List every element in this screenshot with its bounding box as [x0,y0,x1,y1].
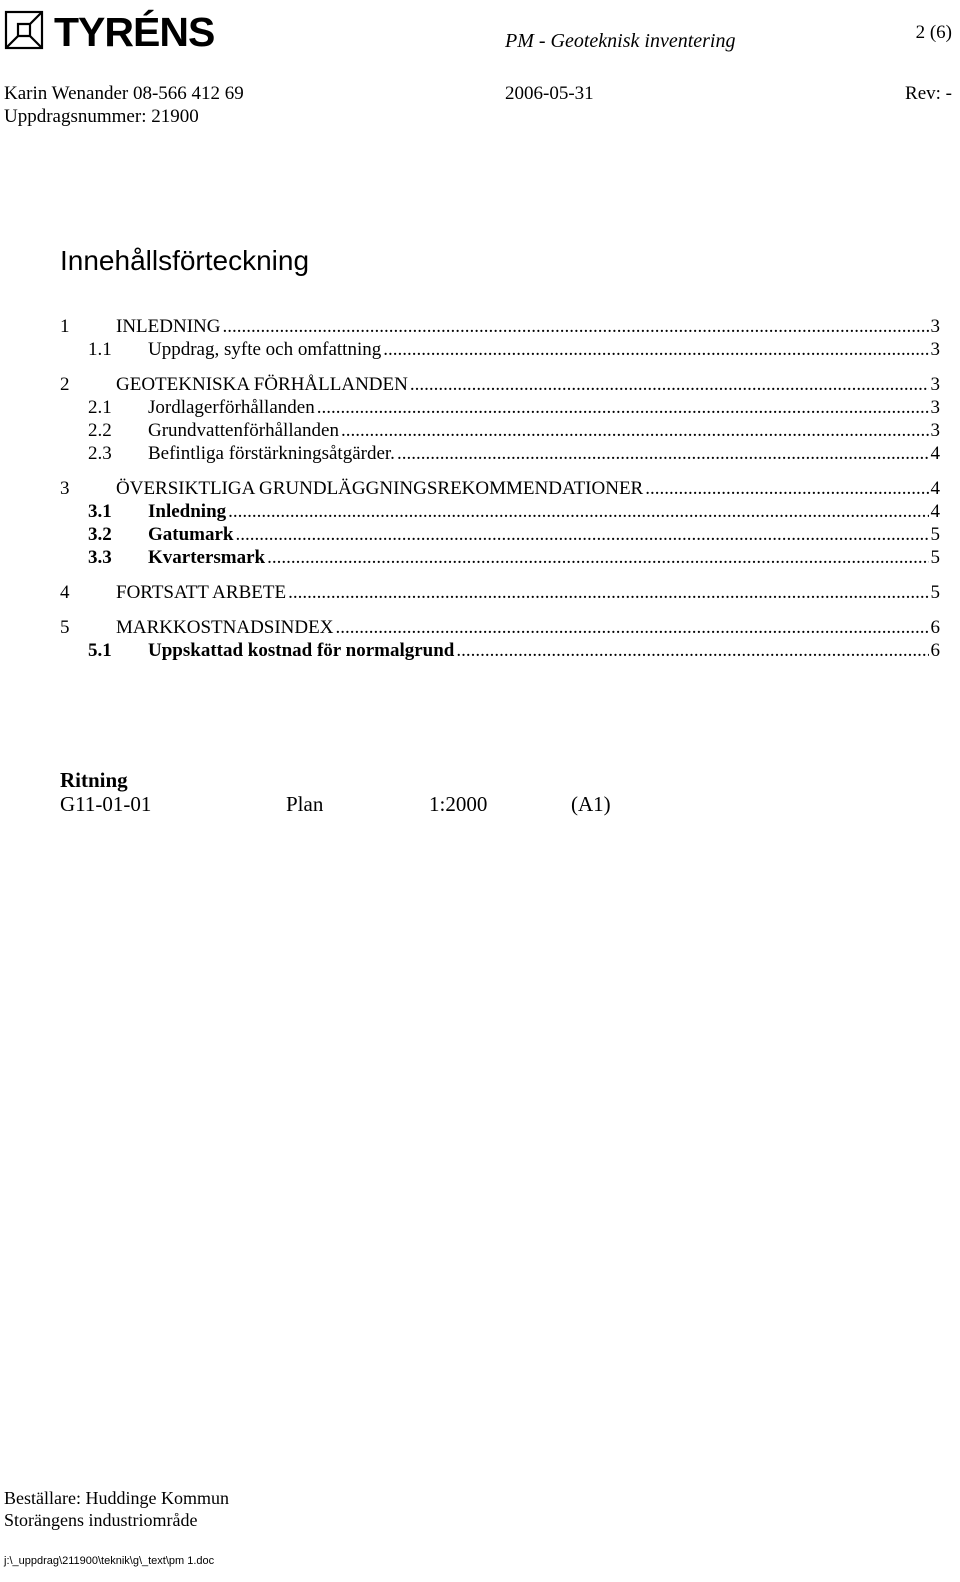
drawing-type: Plan [286,792,324,816]
tyrens-logo-icon [4,8,240,52]
toc-entry-label: Befintliga förstärkningsåtgärder. [148,443,395,464]
toc-dot-leader [267,546,928,569]
toc-entry-number: 1.1 [88,339,112,360]
toc-entry[interactable] [60,523,940,546]
toc-entry-number: 3 [60,478,70,499]
toc-entry-number: 4 [60,582,70,603]
toc-dot-leader [317,396,929,419]
toc-entry-page: 4 [930,443,940,464]
project-area: Storängens industriområde [4,1510,198,1530]
toc-entry-number: 5 [60,617,70,638]
toc-entry-page: 3 [930,397,940,418]
page-number: 2 (6) [915,22,952,43]
toc-entry-number: 2 [60,374,70,395]
toc-dot-leader [335,616,928,639]
toc-entry-label: Kvartersmark [148,547,266,568]
toc-entry-number: 5.1 [88,640,112,661]
toc-entry-number: 3.1 [88,501,112,522]
author-contact: Karin Wenander 08-566 412 69 [4,83,244,104]
toc-dot-leader [456,639,928,662]
drawing-format: (A1) [571,792,611,816]
toc-entry-number: 1 [60,316,70,337]
document-date: 2006-05-31 [505,83,594,104]
toc-entry[interactable] [60,419,940,442]
toc-dot-leader [222,315,928,338]
drawing-scale: 1:2000 [429,792,488,816]
toc-entry-label: MARKKOSTNADSINDEX [116,617,334,638]
toc-entry[interactable] [60,581,940,604]
drawing-code: G11-01-01 [60,792,152,816]
toc-entry[interactable] [60,373,940,396]
toc-entry[interactable] [60,546,940,569]
client: Beställare: Huddinge Kommun [4,1488,229,1508]
toc-entry-label: INLEDNING [116,316,221,337]
toc-entry[interactable] [60,442,940,465]
toc-entry[interactable] [60,477,940,500]
toc-entry-number: 3.2 [88,524,112,545]
toc-entry-page: 3 [930,316,940,337]
toc-entry-page: 3 [930,374,940,395]
toc-entry-label: ÖVERSIKTLIGA GRUNDLÄGGNINGSREKOMMENDATIONER [116,478,644,499]
toc-entry-label: Jordlagerförhållanden [148,397,315,418]
document-title: PM - Geoteknisk inventering [505,30,736,52]
drawing-row [60,792,760,818]
toc-entry-number: 2.3 [88,443,112,464]
toc-entry-label: GEOTEKNISKA FÖRHÅLLANDEN [116,374,408,395]
toc-entry[interactable] [60,396,940,419]
toc-dot-leader [228,500,928,523]
toc-heading: Innehållsförteckning [60,245,310,276]
toc-entry[interactable] [60,639,940,662]
company-logo [4,8,240,52]
toc-entry-number: 2.1 [88,397,112,418]
toc-entry-page: 5 [930,547,940,568]
toc-entry-page: 3 [930,339,940,360]
toc-entry-label: Gatumark [148,524,234,545]
toc-dot-leader [383,338,928,361]
toc-dot-leader [236,523,929,546]
toc-dot-leader [410,373,929,396]
assignment-number: Uppdragsnummer: 21900 [4,106,199,127]
toc-entry[interactable] [60,616,940,639]
toc-entry-page: 4 [930,478,940,499]
toc-dot-leader [341,419,929,442]
svg-text:TYRÉNS: TYRÉNS [54,9,215,52]
toc-entry-page: 4 [930,501,940,522]
table-of-contents [60,315,940,662]
toc-entry-page: 5 [930,524,940,545]
toc-entry-number: 2.2 [88,420,112,441]
drawing-heading: Ritning [60,768,128,792]
toc-entry-page: 6 [930,617,940,638]
toc-entry-page: 3 [930,420,940,441]
toc-entry[interactable] [60,500,940,523]
toc-entry-label: Uppdrag, syfte och omfattning [148,339,382,360]
toc-dot-leader [397,442,929,465]
revision: Rev: - [905,83,952,104]
toc-entry[interactable] [60,315,940,338]
toc-entry-label: Uppskattad kostnad för normalgrund [148,640,455,661]
toc-entry[interactable] [60,338,940,361]
toc-entry-number: 3.3 [88,547,112,568]
toc-entry-page: 6 [930,640,940,661]
toc-entry-page: 5 [930,582,940,603]
toc-entry-label: Inledning [148,501,227,522]
toc-entry-label: Grundvattenförhållanden [148,420,339,441]
toc-entry-label: FORTSATT ARBETE [116,582,287,603]
toc-dot-leader [288,581,928,604]
toc-dot-leader [645,477,928,500]
file-path: j:\_uppdrag\211900\teknik\g\_text\pm 1.doc [4,1555,215,1567]
